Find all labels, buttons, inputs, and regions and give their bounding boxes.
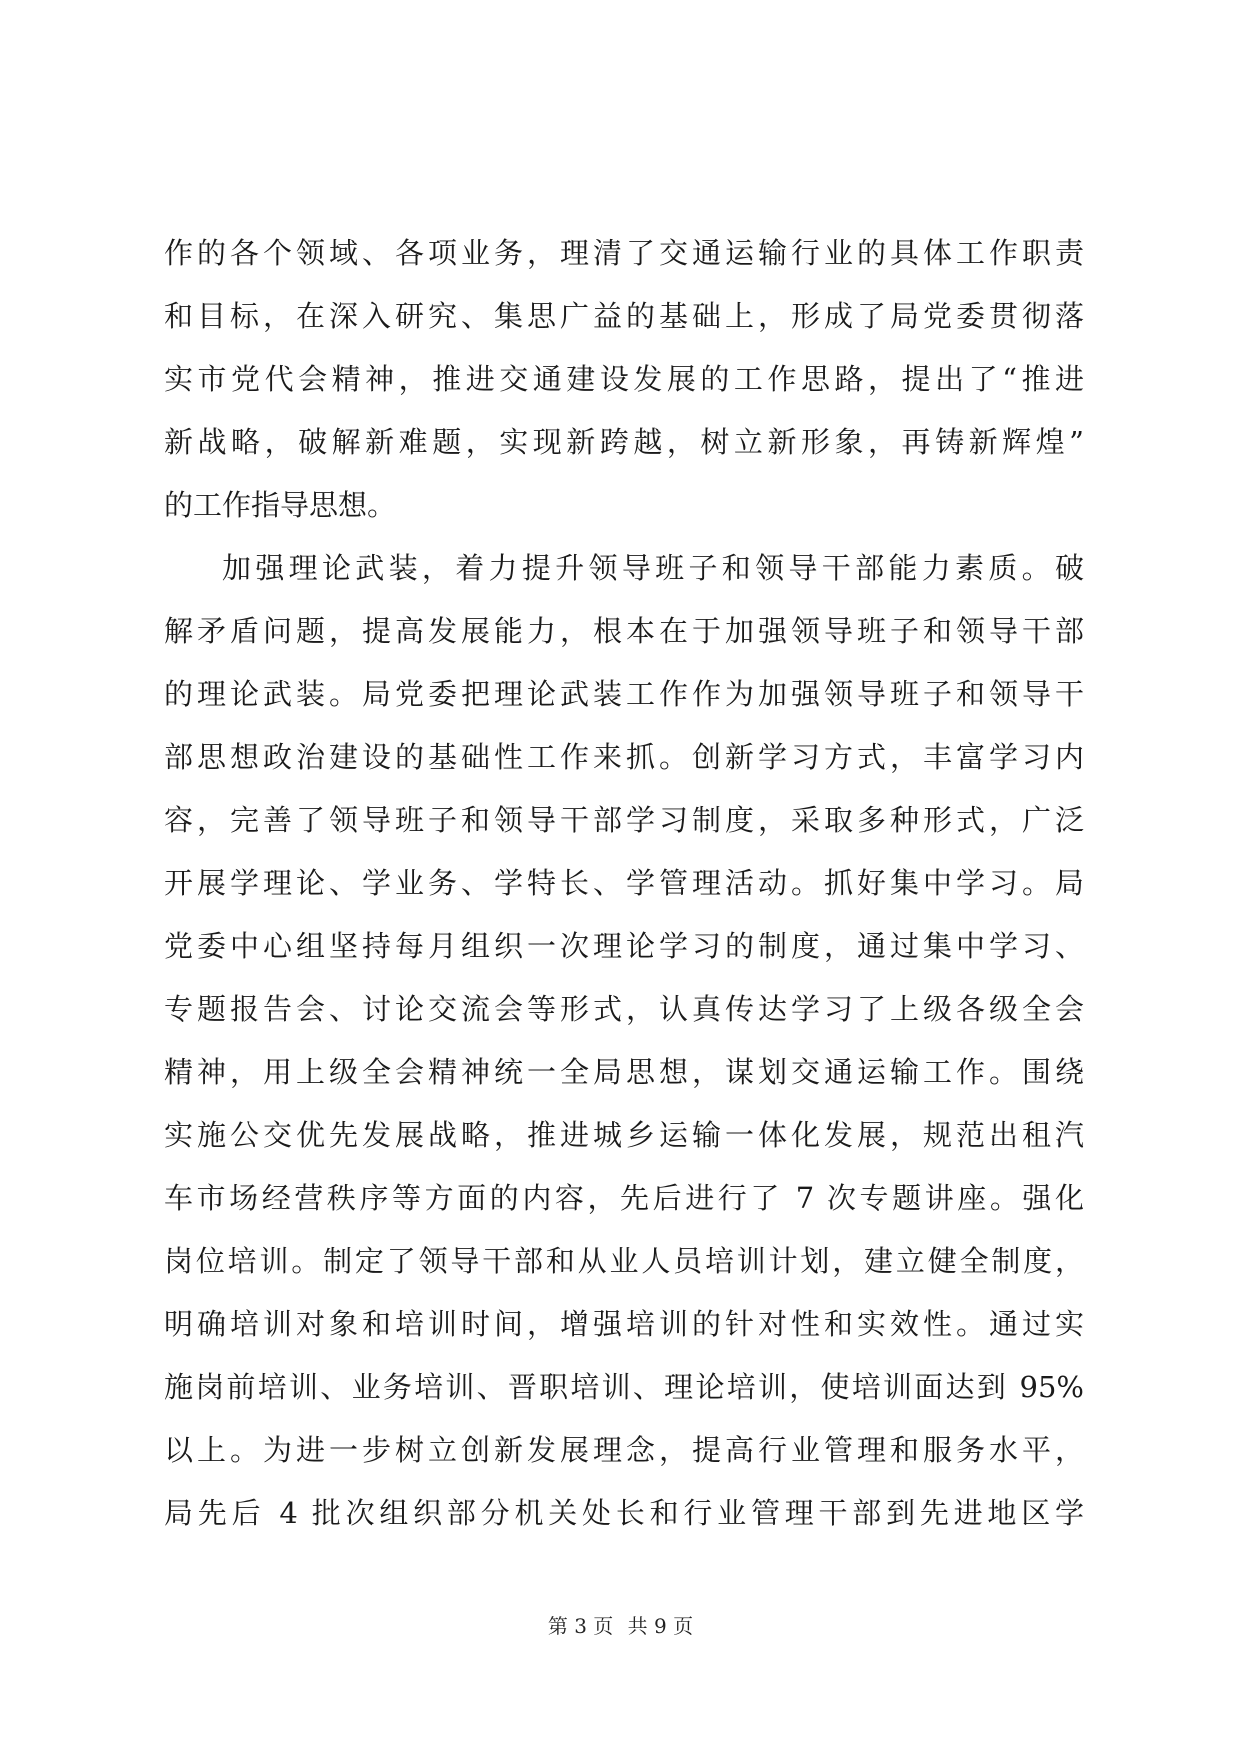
- page-total: 共 9 页: [627, 1614, 694, 1638]
- text-line: 作的各个领域、各项业务，理清了交通运输行业的具体工作职责: [164, 236, 1084, 270]
- text-line: 实施公交优先发展战略，推进城乡运输一体化发展，规范出租汽: [164, 1118, 1084, 1152]
- paragraph: [164, 222, 1084, 537]
- text-line: 明确培训对象和培训时间，增强培训的针对性和实效性。通过实: [164, 1307, 1084, 1341]
- text-line: 解矛盾问题，提高发展能力，根本在于加强领导班子和领导干部: [164, 614, 1084, 648]
- text-line: 实市党代会精神，推进交通建设发展的工作思路，提出了“推进: [164, 362, 1084, 396]
- text-line: 加强理论武装，着力提升领导班子和领导干部能力素质。破: [222, 551, 1084, 585]
- text-line: 容，完善了领导班子和领导干部学习制度，采取多种形式，广泛: [164, 803, 1084, 837]
- text-line: 以上。为进一步树立创新发展理念，提高行业管理和服务水平，: [164, 1433, 1084, 1467]
- text-line: 精神，用上级全会精神统一全局思想，谋划交通运输工作。围绕: [164, 1055, 1084, 1089]
- text-line: 施岗前培训、业务培训、晋职培训、理论培训，使培训面达到 95%: [164, 1370, 1084, 1404]
- text-line: 新战略，破解新难题，实现新跨越，树立新形象，再铸新辉煌”: [164, 425, 1084, 459]
- text-line: 部思想政治建设的基础性工作来抓。创新学习方式，丰富学习内: [164, 740, 1084, 774]
- text-line: 岗位培训。制定了领导干部和从业人员培训计划，建立健全制度，: [164, 1244, 1084, 1278]
- text-line: 车市场经营秩序等方面的内容，先后进行了 7 次专题讲座。强化: [164, 1181, 1084, 1215]
- text-line: 和目标，在深入研究、集思广益的基础上，形成了局党委贯彻落: [164, 299, 1084, 333]
- text-line: 的理论武装。局党委把理论武装工作作为加强领导班子和领导干: [164, 677, 1084, 711]
- text-line: 局先后 4 批次组织部分机关处长和行业管理干部到先进地区学: [164, 1496, 1084, 1530]
- page-footer: [0, 1612, 1241, 1640]
- text-line: 的工作指导思想。: [164, 488, 397, 522]
- paragraph: [164, 537, 1084, 1545]
- document-body: [164, 222, 1084, 1545]
- text-line: 专题报告会、讨论交流会等形式，认真传达学习了上级各级全会: [164, 992, 1084, 1026]
- page-number: 第 3 页: [547, 1614, 614, 1638]
- text-line: 开展学理论、学业务、学特长、学管理活动。抓好集中学习。局: [164, 866, 1084, 900]
- text-line: 党委中心组坚持每月组织一次理论学习的制度，通过集中学习、: [164, 929, 1084, 963]
